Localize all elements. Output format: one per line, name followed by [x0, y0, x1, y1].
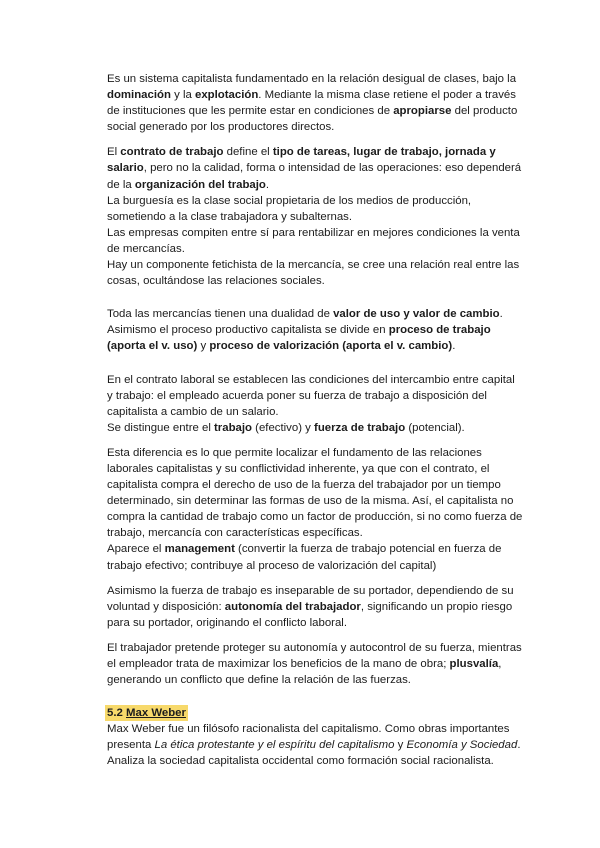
text-span: , significando un propio riesgo para su portador, originando el conflicto laboral. [107, 600, 513, 629]
document-body [107, 71, 523, 770]
text-span: (convertir la fuerza de trabajo potencial en fuerza de trabajo efectivo; contribuye al proceso de valorización del capital) [107, 543, 502, 572]
text-span: . [452, 340, 456, 353]
text-span: El [107, 146, 121, 159]
text-span: Aparece el [107, 543, 165, 556]
text-span: El trabajador pretende proteger su autonomía y autocontrol de su fuerza, mientras el empleador trata de maximizar los beneficios de la mano de obra; [107, 641, 522, 670]
bold-term: autonomía del trabajador [224, 600, 361, 613]
section-number: 5.2 [107, 707, 126, 720]
paragraph: Esta diferencia es lo que permite localizar el fundamento de las relaciones laborales capitalistas y su conflictividad inherente, ya que con el contrato, el capitalista compra el derecho de uso de la fuerza del trabajador por un tiempo determinado, sin determinar las formas de uso de la misma. Así, el capitalista no compra la cantidad de trabajo como un factor de producción, si no como fuerza de trabajo, mercancía con características específicas. [107, 446, 523, 540]
bold-term: valor de uso y valor de cambio [333, 308, 500, 321]
paragraph: Las empresas compiten entre sí para rentabilizar en mejores condiciones la venta de mercancías. [107, 226, 520, 255]
text-span: Se distingue entre el [107, 421, 215, 434]
paragraph [107, 583, 523, 631]
paragraph [107, 640, 523, 688]
text-span: define el [223, 146, 273, 159]
text-span: y [394, 739, 407, 752]
paragraph: Analiza la sociedad capitalista occidental como formación social racionalista. [107, 755, 494, 768]
paragraph [107, 144, 523, 192]
section-title: Max Weber [126, 707, 186, 720]
book-title: La ética protestante y el espíritu del capitalismo [154, 739, 395, 752]
text-span: . [517, 739, 521, 752]
text-span: y [197, 340, 210, 353]
text-span: y la [170, 89, 195, 102]
paragraph [107, 721, 523, 753]
text-span: . Asimismo el proceso productivo capitalista se divide en [107, 308, 503, 337]
bold-term: fuerza de trabajo [314, 421, 406, 434]
text-span: (efectivo) y [252, 421, 315, 434]
section-heading-highlight [105, 705, 188, 721]
text-span: Es un sistema capitalista fundamentado en la relación desigual de clases, bajo la [107, 73, 517, 85]
bold-term: organización del trabajo [134, 178, 266, 191]
paragraph: La burguesía es la clase social propietaria de los medios de producción, sometiendo a la clase trabajadora y subalternas. [107, 194, 472, 223]
paragraph [107, 306, 523, 354]
bold-term: dominación [107, 89, 171, 102]
paragraph [107, 541, 523, 573]
bold-term: proceso de valorización (aporta el v. cambio) [209, 340, 453, 353]
text-span: , pero no la calidad, forma o intensidad de las operaciones: eso dependerá de la [107, 162, 522, 191]
paragraph [107, 420, 523, 436]
bold-term: proceso de trabajo (aporta el v. uso) [107, 324, 491, 353]
section-heading [107, 705, 523, 721]
paragraph [107, 71, 523, 135]
bold-term: management [164, 543, 235, 556]
text-span: Asimismo la fuerza de trabajo es inseparable de su portador, dependiendo de su voluntad y disposición: [107, 584, 514, 613]
bold-term: explotación [194, 89, 259, 102]
bold-term: contrato de trabajo [120, 146, 224, 159]
text-span: , generando un conflicto que define la relación de las fuerzas. [107, 658, 502, 687]
bold-term: trabajo [214, 421, 252, 434]
text-span: . Mediante la misma clase retiene el poder a través de instituciones que les permite estar en condiciones de [107, 89, 516, 118]
text-span: . [265, 178, 270, 191]
text-span: Max Weber fue un filósofo racionalista del capitalismo. Como obras importantes presenta [107, 723, 510, 752]
bold-term: plusvalía [449, 658, 499, 670]
bold-term: apropiarse [393, 105, 452, 118]
paragraph: Hay un componente fetichista de la mercancía, se cree una relación real entre las cosas, ocultándose las relaciones sociales. [107, 259, 520, 288]
text-span: Toda las mercancías tienen una dualidad de [107, 308, 334, 321]
text-span: del producto social generado por los productores directos. [107, 105, 518, 134]
paragraph: En el contrato laboral se establecen las condiciones del intercambio entre capital y trabajo: el empleado acuerda poner su fuerza de trabajo a disposición del capitalista a cambio de un salario. [107, 373, 515, 418]
book-title: Economía y Sociedad [406, 739, 518, 752]
bold-term: tipo de tareas, lugar de trabajo, jornada y salario [107, 146, 496, 175]
text-span: (potencial). [405, 421, 465, 434]
